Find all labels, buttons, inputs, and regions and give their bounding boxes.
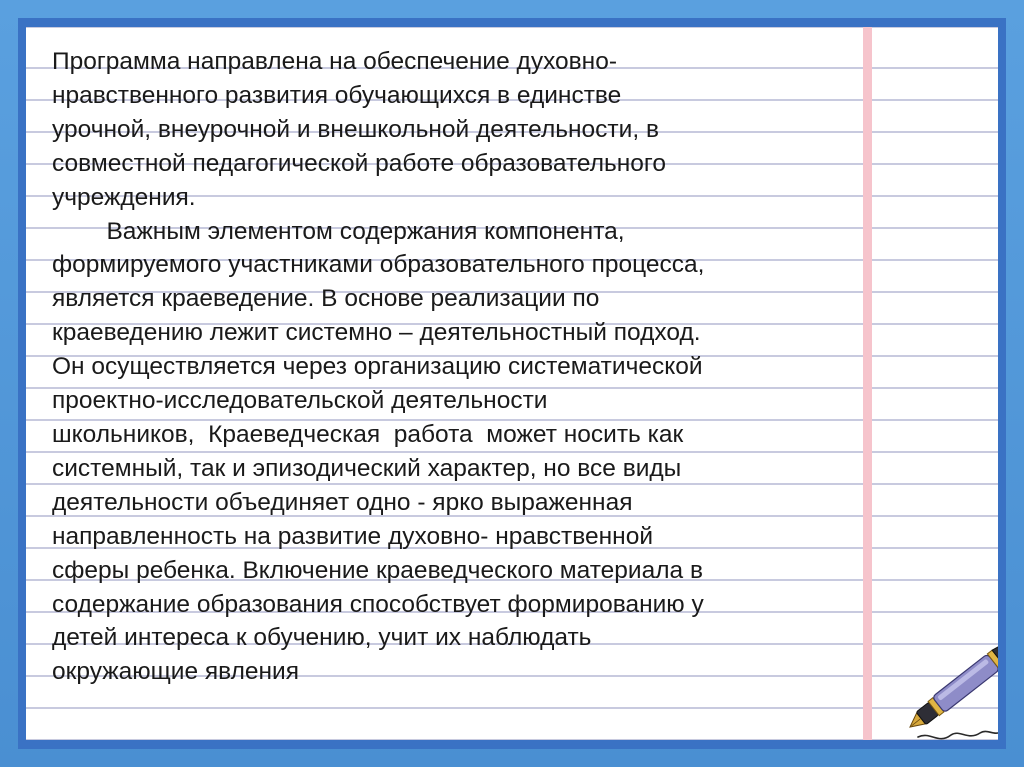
fountain-pen-icon bbox=[876, 627, 998, 740]
text-line: формируемого участниками образовательного процесса, bbox=[52, 251, 705, 279]
text-line: Важным элементом содержания компонента, bbox=[52, 217, 625, 245]
text-line: совместной педагогической работе образовательного bbox=[52, 149, 666, 177]
text-line: учреждения. bbox=[52, 183, 196, 211]
text-line: урочной, внеурочной и внешкольной деятельности, в bbox=[52, 115, 659, 143]
text-line: Он осуществляется через организацию систематической bbox=[52, 353, 703, 381]
text-line: направленность на развитие духовно- нравственной bbox=[52, 522, 654, 550]
text-line: сферы ребенка. Включение краеведческого материала в bbox=[52, 556, 703, 584]
body-text bbox=[52, 45, 852, 689]
text-line: Программа направлена на обеспечение духовно- bbox=[52, 48, 617, 75]
text-line: содержание образования способствует формированию у bbox=[52, 590, 704, 618]
margin-line bbox=[863, 27, 872, 740]
notebook-paper bbox=[26, 27, 998, 740]
text-line: школьников, Краеведческая работа может носить как bbox=[52, 420, 684, 448]
text-line: нравственного развития обучающихся в единстве bbox=[52, 81, 622, 109]
text-line: деятельности объединяет одно - ярко выраженная bbox=[52, 488, 633, 516]
text-line: проектно-исследовательской деятельности bbox=[52, 387, 548, 415]
text-line: краеведению лежит системно – деятельностный подход. bbox=[52, 319, 701, 347]
text-line: является краеведение. В основе реализации по bbox=[52, 285, 600, 313]
text-line: системный, так и эпизодический характер, но все виды bbox=[52, 454, 682, 482]
text-line: окружающие явления bbox=[52, 658, 300, 686]
text-line: детей интереса к обучению, учит их наблюдать bbox=[52, 624, 592, 652]
